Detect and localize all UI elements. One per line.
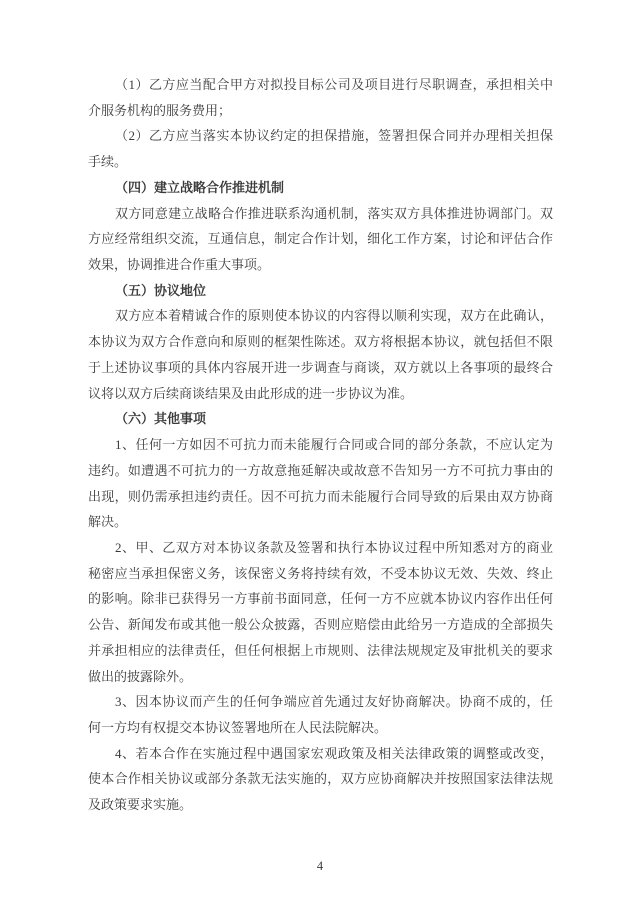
text-line: 秘密应当承担保密义务，该保密义务将持续有效，不受本协议无效、失效、终止 bbox=[88, 565, 553, 581]
text-line: 并承担相应的法律责任，但任何根据上市规则、法律法规规定及审批机关的要求 bbox=[88, 642, 553, 658]
text-line: 双方应本着精诚合作的原则使本协议的内容得以顺利实现，双方在此确认， bbox=[115, 308, 553, 324]
text-line: 方应经常组织交流，互通信息，制定合作计划，细化工作方案，讨论和评估合作 bbox=[88, 231, 553, 247]
text-line: 3、因本协议而产生的任何争端应首先通过友好协商解决。协商不成的，任 bbox=[115, 694, 553, 710]
text-line: 1、任何一方如因不可抗力而未能履行合同或合同的部分条款，不应认定为 bbox=[115, 437, 553, 453]
text-line: 介服务机构的服务费用； bbox=[88, 102, 232, 118]
text-line: 2、甲、乙双方对本协议条款及签署和执行本协议过程中所知悉对方的商业 bbox=[115, 539, 553, 555]
text-line: 的影响。除非已获得另一方事前书面同意，任何一方不应就本协议内容作出任何 bbox=[88, 591, 553, 607]
text-block bbox=[88, 72, 553, 818]
text-line: 4、若本合作在实施过程中遇国家宏观政策及相关法律政策的调整或改变， bbox=[115, 745, 553, 761]
text-line: 公告、新闻发布或其他一般公众披露，否则应赔偿由此给另一方造成的全部损失 bbox=[88, 617, 553, 633]
text-line: 于上述协议事项的具体内容展开进一步调查与商谈，双方就以上各事项的最终合 bbox=[88, 359, 553, 375]
text-line: 手续。 bbox=[88, 154, 128, 170]
text-line: （2）乙方应当落实本协议约定的担保措施，签署担保合同并办理相关担保 bbox=[115, 128, 553, 144]
text-line: 违约。如遭遇不可抗力的一方故意拖延解决或故意不告知另一方不可抗力事由的 bbox=[88, 462, 553, 478]
page-number: 4 bbox=[316, 859, 324, 873]
text-line: 出现，则仍需承担违约责任。因不可抗力而未能履行合同导致的后果由双方协商 bbox=[88, 488, 553, 504]
text-line: 本协议为双方合作意向和原则的框架性陈述。双方将根据本协议，就包括但不限 bbox=[88, 334, 553, 350]
text-line: 使本合作相关协议或部分条款无法实施的，双方应协商解决并按照国家法律法规 bbox=[88, 771, 553, 787]
section-heading-line: （五）协议地位 bbox=[115, 282, 207, 298]
section-heading-line: （六）其他事项 bbox=[115, 411, 207, 427]
text-line: 解决。 bbox=[88, 514, 128, 530]
text-line: 及政策要求实施。 bbox=[88, 797, 193, 813]
text-line: （1）乙方应当配合甲方对拟投目标公司及项目进行尽职调查，承担相关中 bbox=[115, 77, 553, 92]
text-line: 做出的披露除外。 bbox=[88, 668, 193, 684]
text-line: 效果，协调推进合作重大事项。 bbox=[88, 257, 271, 273]
text-line: 何一方均有权提交本协议签署地所在人民法院解决。 bbox=[88, 719, 388, 735]
text-line: 双方同意建立战略合作推进联系沟通机制，落实双方具体推进协调部门。双 bbox=[115, 205, 553, 221]
text-line: 议将以双方后续商谈结果及由此形成的进一步协议为准。 bbox=[88, 385, 414, 401]
section-heading-line: （四）建立战略合作推进机制 bbox=[115, 179, 285, 195]
